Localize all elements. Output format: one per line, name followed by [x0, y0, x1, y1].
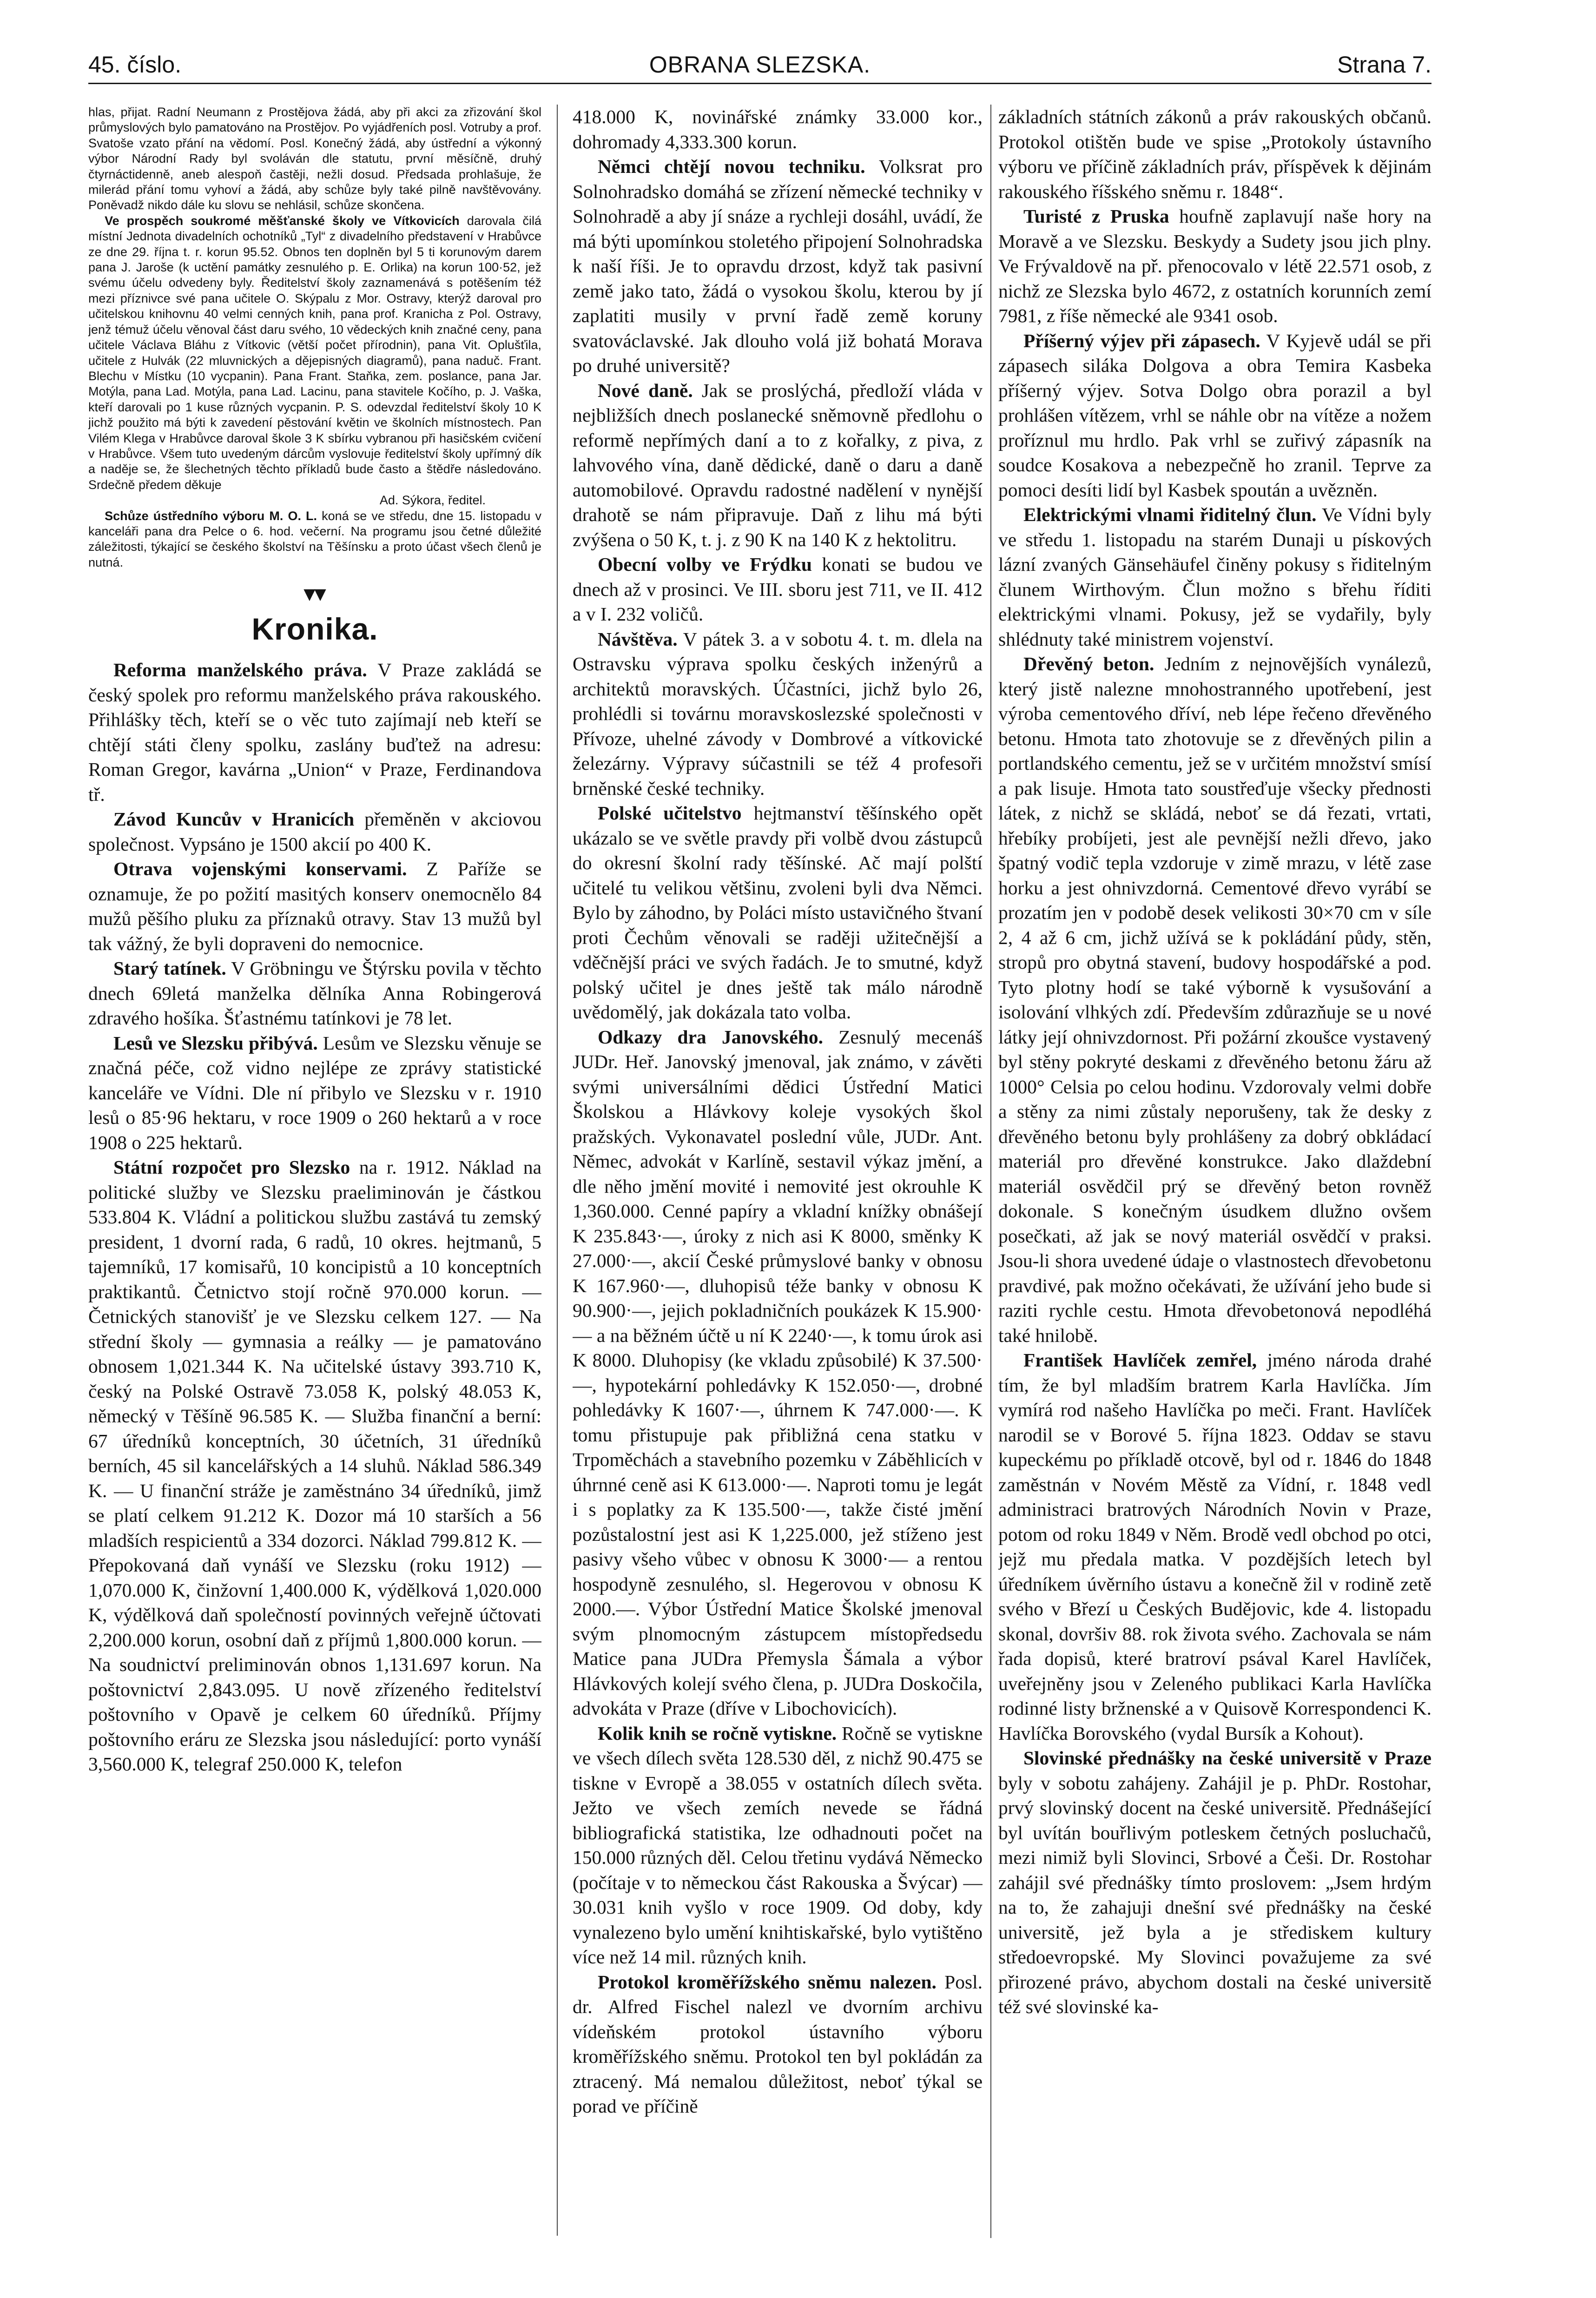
news-item: Obecní volby ve Frýdku konati se budou ve dnech až v prosinci. Ve III. sboru jest 711, ve II. 412 a v I. 232 voličů.	[573, 554, 983, 625]
news-item: Závod Kuncův v Hranicích přeměněn v akciovou společnost. Vypsáno je 1500 akcií po 400 K.	[88, 808, 541, 855]
news-heading: Slovinské přednášky na české universitě v Praze	[1023, 1747, 1431, 1769]
ornament-icon: ▾▾	[304, 581, 326, 606]
news-item: Protokol kroměřížského sněmu nalezen. Posl. dr. Alfred Fischel nalezl ve dvorním archivu vídeňském protokol ústavního výboru kroměřížského sněmu. Protokol ten byl pokládán za ztracený. Má nemalou důležitost, neboť týkal se porad ve příčině	[573, 1971, 983, 2117]
page-number: Strana 7.	[1337, 52, 1431, 78]
news-heading: Odkazy dra Janovského.	[597, 1026, 823, 1048]
news-heading: Elektrickými vlnami řiditelný člun.	[1023, 504, 1317, 525]
news-heading: Otrava vojenskými konservami.	[113, 858, 407, 880]
news-heading: Příšerný výjev při zápasech.	[1023, 330, 1260, 351]
news-item: Starý tatínek. V Gröbningu ve Štýrsku povila v těchto dnech 69letá manželka dělníka Anna Robingerová zdravého hošíka. Šťastnému tatínkovi je 78 let.	[88, 958, 541, 1029]
column-3	[998, 105, 1431, 2238]
news-item: Dřevěný beton. Jedním z nejnovějších vynálezů, který jistě nalezne mnohostranného upotřebení, jest výroba cementového dříví, neb lépe řečeno dřevěného betonu. Hmota tato zhotovuje se z dřevěných pilin a portlandského cementu, jež se v určitém množství smísí a pak lisuje. Hmota tato soustřeďuje všecky přednosti látek, z nichž se skládá, neboť se dá řezati, vrtati, hřebíky probíjeti, jest ale pevnější nežli dřevo, jako špatný vodič tepla vzdoruje v zimě mrazu, v létě zase horku a jest ohnivzdorná. Cementové dřevo vyrábí se prozatím jen v podobě desek velikosti 30×70 cm v síle 2, 4 až 6 cm, jichž užívá se k pokládání půdy, stěn, stropů pro obytná stavení, budovy hospodářské a pod. Tyto plotny hodí se také výborně k vysušování a isolování vlhkých zdí. Především zdůrazňuje se u nové látky její ohnivzdornost. Při požární zkoušce vystavený byl stěny pokryté deskami z dřevěného betonu žáru až 1000° Celsia po celou hodinu. Vzdorovaly velmi dobře a stěny za nimi zůstaly neporušeny, tak že desky z dřevěného betonu byly prohlášeny za dobrý obkládací materiál pro dřevěné konstrukce. Jako dlaždební materiál osvědčil prý se dřevěný beton rovněž dokonale. S konečným úsudkem dlužno ovšem posečkati, až jak se nový materiál osvědčí v praksi. Jsou-li shora uvedené údaje o vlastnostech dřevobetonu pravdivé, pak možno očekávati, že užívání jeho bude si raziti rychle cestu. Hmota dřevobetonová nepodléhá také hnilobě.	[998, 653, 1431, 1346]
signature: Ad. Sýkora, ředitel.	[379, 493, 486, 508]
news-heading: Dřevěný beton.	[1023, 653, 1154, 674]
news-heading: Starý tatínek.	[113, 958, 226, 979]
article-heading: Ve prospěch soukromé měšťanské školy ve Vítkovicích	[105, 213, 460, 228]
news-item: Otrava vojenskými konservami. Z Paříže se oznamuje, že po požití masitých konserv onemocnělo 84 mužů pěšího pluku za příznaků otravy. Stav 13 mužů byl tak vážný, že byli dopraveni do nemocnice.	[88, 858, 541, 954]
news-heading: Kolik knih se ročně vytiskne.	[597, 1722, 837, 1744]
news-heading: Obecní volby ve Frýdku	[597, 554, 812, 575]
news-item: Polské učitelstvo hejtmanství těšínského opět ukázalo se ve světle pravdy při volbě dvou zástupců do okresní školní rady těšínské. Ač mají polští učitelé tu velikou většinu, zvoleni byli dva Němci. Bylo by záhodno, by Poláci místo ustavičného štvaní proti Čechům věnovali se raději užitečnější a vděčnější práci ve svých řadách. Je to smutné, když polský učitel je dnes ještě tak málo národně uvědomělý, jak dokázala tato volba.	[573, 802, 983, 1023]
news-item: základních státních zákonů a práv rakouských občanů. Protokol otištěn bude ve spise „Protokoly ústavního výboru ve příčině základních práv, příspěvek k dějinám rakouského říšského sněmu r. 1848“.	[998, 106, 1431, 202]
news-item: Odkazy dra Janovského. Zesnulý mecenáš JUDr. Heř. Janovský jmenoval, jak známo, v závěti svými universálními dědici Ústřední Matici Školskou a Hlávkovy koleje vysokých škol pražských. Vykonavatel poslední vůle, JUDr. Ant. Němec, advokát v Karlíně, sestavil výkaz jmění, a dle něho jmění movité i nemovité jest okrouhle K 1,360.000. Cenné papíry a vkladní knížky obnášejí K 235.843·—, úroky z nich asi K 8000, směnky K 27.000·—, akcií České průmyslové banky v obnosu K 167.960·—, dluhopisů téže banky v obnosu K 90.900·—, jejich pokladničních poukázek K 15.900·— a na běžném účtě u ní K 2240·—, k tomu úrok asi K 8000. Dluhopisy (ke vkladu způsobilé) K 37.500·—, hypotekární pohledávky K 152.050·—, drobné pohledávky K 1607·—, úhrnem K 747.000·—. K tomu přistupuje pak přibližná cena statku v Trpoměchách a stavebního pozemku v Záběhlicích v úhrnné ceně asi K 613.000·—. Naproti tomu je legát i s poplatky za K 135.500·—, takže čisté jmění pozůstalostní jest asi K 1,225.000, jež stíženo jest pasivy všeho vůbec v obnosu K 3000·— a rentou hospodyně zesnulého, sl. Hegerovou v obnosu K 2000.—. Výbor Ústřední Matice Školské jmenoval svým plnomocným zástupcem místopředsedu Matice pana JUDra Přemysla Šámala a výbor Hlávkových kolejí svého člena, p. JUDra Doskočila, advokáta v Praze (dříve v Libochovicích).	[573, 1026, 983, 1719]
section-title: Kronika.	[251, 612, 378, 647]
news-heading: Návštěva.	[597, 628, 678, 650]
news-item: 418.000 K, novinářské známky 33.000 kor., dohromady 4,333.300 korun.	[573, 106, 983, 152]
news-item: Elektrickými vlnami řiditelný člun. Ve Vídni byly ve středu 1. listopadu na starém Dunaji u pískových lázní zvaných Gänsehäufel činěny pokusy s řiditelným člunem Wirthovým. Člun možno s břehu říditi elektrickými vlnami. Pokusy, jež se vydařily, byly shlédnuty také ministrem vojenství.	[998, 504, 1431, 650]
news-item: Příšerný výjev při zápasech. V Kyjevě udál se při zápasech siláka Dolgova a obra Temira Kasbeka příšerný výjev. Sotva Dolgo obra porazil a byl prohlášen vítězem, vrhl se náhle obr na vítěze a nožem proříznul mu hrdlo. Pak vrhl se zuřivý zápasník na soudce Kosakova a nebezpečně ho zranil. Teprve za pomoci desíti lidí byl Kasbek spoután a uvězněn.	[998, 330, 1431, 501]
news-item: Nové daně. Jak se proslýchá, předloží vláda v nejbližších dnech poslanecké sněmovně předlohu o reformě nepřímých daní a to z kořalky, z piva, z lahvového vína, daně dědické, daně o daru a daně automobilové. Opravdu radostné nadělení v nynější drahotě se nám připravuje. Daň z lihu má býti zvýšena o 50 K, t. j. z 90 K na 140 K z hektolitru.	[573, 379, 983, 550]
news-heading: Nové daně.	[597, 379, 693, 401]
news-item: Státní rozpočet pro Slezsko na r. 1912. Náklad na politické služby ve Slezsku praeliminován je částkou 533.804 K. Vládní a politickou službu zastává tu zemský president, 1 dvorní rada, 6 radů, 10 okres. hejtmanů, 5 tajemníků, 17 komisařů, 10 koncipistů a 10 konceptních praktikantů. Četnictvo stojí ročně 970.000 korun. — Četnických stanovišť je ve Slezsku celkem 127. — Na střední školy — gymnasia a reálky — je pamatováno obnosem 1,021.344 K. Na učitelské ústavy 393.710 K, český na Polské Ostravě 73.058 K, polský 48.053 K, německý v Těšíně 96.585 K. — Služba finanční a berní: 67 úředníků konceptních, 30 účetních, 31 úředníků berních, 45 sil kancelářských a 14 sluhů. Náklad 586.349 K. — U finanční stráže je zaměstnáno 34 úředníků, jimž se platí celkem 91.212 K. Dozor má 10 starších a 56 mladších respicientů a 334 dozorci. Náklad 799.812 K. — Přepokovaná daň vynáší ve Slezsku (roku 1912) — 1,070.000 K, činžovní 1,400.000 K, výdělková 1,020.000 K, výdělková daň společností povinných veřejně účtovati 2,200.000 korun, osobní daň z příjmů 1,800.000 korun. — Na soudnictví preliminován obnos 1,131.697 korun. Na poštovnictví 2,843.095. U nově zřízeného ředitelství poštovního v Opavě je celkem 60 úředníků. Příjmy poštovního eráru ze Slezska jsou následující: porto vynáší 3,560.000 K, telegraf 250.000 K, telefon	[88, 1156, 541, 1775]
article-heading: Schůze ústředního výboru M. O. L.	[105, 508, 317, 523]
news-heading: Reforma manželského práva.	[113, 659, 367, 681]
news-heading: Lesů ve Slezsku přibývá.	[113, 1032, 318, 1054]
page-header	[88, 51, 1431, 84]
news-item: František Havlíček zemřel, jméno národa drahé tím, že byl mladším bratrem Karla Havlíčka. Jím vymírá rod našeho Havlíčka po meči. Frant. Havlíček narodil se v Borové 5. října 1823. Oddav se stavu kupeckému po příkladě otcově, byl od r. 1846 do 1848 zaměstnán v Novém Městě za Vídní, r. 1848 vedl administraci bratrových Národních Novin v Praze, potom od roku 1849 v Něm. Brodě vedl obchod po otci, jejž mu předala matka. V pozdějších letech byl úředníkem úvěrního ústavu a konečně žil v rodině zetě svého v Březí u Českých Budějovic, kde 4. listopadu skonal, dovršiv 88. rok života svého. Zachovala se nám řada dopisů, které bratroví psával Karel Havlíček, uveřejněny jsou v Zeleného publikaci Karla Havlíčka rodinné listy bržnenské a v Quisově Korrespondenci K. Havlíčka Borovského (vydal Bursík a Kohout).	[998, 1349, 1431, 1744]
news-item: Turisté z Pruska houfně zaplavují naše hory na Moravě a ve Slezsku. Beskydy a Sudety jsou jich plny. Ve Frývaldově na př. přenocovalo v létě 22.571 osob, z nichž ze Slezska bylo 4672, z ostatních korunních zemí 7981, z říše německé ale 9341 osob.	[998, 205, 1431, 326]
article-paragraph: Schůze ústředního výboru M. O. L. koná se ve středu, dne 15. listopadu v kanceláři pana dra Pelce o 6. hod. večerní. Na programu jsou četné důležité záležitosti, týkající se českého školství na Těšínsku a proto účast všech členů je nutná.	[88, 508, 541, 569]
article-paragraph: hlas, přijat. Radní Neumann z Prostějova žádá, aby při akci za zřizování škol průmyslových bylo pamatováno na Prostějov. Po vyjádřeních posl. Votruby a prof. Svatoše vzato přání na vědomí. Posl. Konečný žádá, aby ústřední a výkonný výbor Národní Rady byl svoláván dle statutu, první měsíčně, druhý čtyrnáctidenně, aneb alespoň častěji, nežli dosud. Předsada prohlašuje, že milerád přání tomu vyhoví a žádá, aby schůze byly také pilně navštěvovány. Poněvadž nikdo dále ku slovu se nehlásil, schůze skončena.	[88, 105, 541, 212]
news-item: Němci chtějí novou techniku. Volksrat pro Solnohradsko domáhá se zřízení německé techniky v Solnohradě a aby jí snáze a rychleji dosáhl, uvádí, že má býti upomínkou stoletého připojení Solnohradska k naší říši. Je to opravdu drzost, když tak pasivní země jako tato, žádá o vysokou školu, kterou by jí zaplatiti musily v první řadě země koruny svatováclavské. Jak dlouho volá již bohatá Morava po druhé universitě?	[573, 156, 983, 376]
news-heading: František Havlíček zemřel,	[1023, 1349, 1257, 1371]
news-item: Slovinské přednášky na české universitě v Praze byly v sobotu zahájeny. Zahájil je p. PhDr. Rostohar, prvý slovinský docent na české universitě. Přednášející byl uvítán bouřlivým potleskem četných posluchačů, mezi nimiž byli Slovinci, Srbové a Češi. Dr. Rostohar zahájil své přednášky tímto proslovem: „Jsem hrdým na to, že zahajuji dnešní své přednášky na české universitě, jež byla a je střediskem kultury středoevropské. My Slovinci považujeme za své přirozené právo, abychom dostali na české universitě též své slovinské ka-	[998, 1747, 1431, 2017]
column-1	[88, 105, 541, 2233]
column-divider-2	[990, 105, 991, 2238]
news-item: Kolik knih se ročně vytiskne. Ročně se vytiskne ve všech dílech světa 128.530 děl, z nichž 90.475 se tiskne v Evropě a 38.055 v ostatních dílech světa. Ježto ve všech zemích nevede se řádná bibliografická statistika, lze odhadnouti počet na 150.000 různých děl. Celou třetinu vydává Německo (počítaje v to německou část Rakouska a Švýcar) — 30.031 knih vyšlo v roce 1909. Od doby, kdy vynalezeno bylo umění knihtiskařské, bylo vytištěno více než 14 mil. různých knih.	[573, 1722, 983, 1968]
column-2	[573, 105, 983, 2238]
news-heading: Státní rozpočet pro Slezsko	[113, 1156, 350, 1178]
news-heading: Protokol kroměřížského sněmu nalezen.	[597, 1971, 936, 1993]
small-print-section	[88, 105, 541, 570]
newspaper-title: OBRANA SLEZSKA.	[649, 52, 871, 78]
column-divider-1	[557, 105, 558, 2236]
header-rule	[88, 83, 1431, 84]
news-item: Reforma manželského práva. V Praze zakládá se český spolek pro reformu manželského práva rakouského. Přihlášky těch, kteří se o věc tuto zajímají neb kteří se chtějí státi členy spolku, zaslány buďtež na adresu: Roman Gregor, kavárna „Union“ v Praze, Ferdinandova tř.	[88, 659, 541, 805]
chronicle-section	[88, 658, 541, 1777]
news-heading: Turisté z Pruska	[1023, 205, 1169, 227]
issue-number: 45. číslo.	[88, 52, 182, 78]
news-item: Lesů ve Slezsku přibývá. Lesům ve Slezsku věnuje se značná péče, což vidno nejlépe ze zprávy statistické kanceláře ve Vídni. Dle ní přibylo ve Slezsku v r. 1910 lesů o 85·96 hektaru, v roce 1909 o 260 hektarů a v roce 1908 o 225 hektarů.	[88, 1032, 541, 1153]
news-item: Návštěva. V pátek 3. a v sobotu 4. t. m. dlela na Ostravsku výprava spolku českých inženýrů a architektů moravských. Účastníci, jichž bylo 26, prohlédli si továrnu moravskoslezské společnosti v Přívoze, uhelné závody v Dombrové a vítkovické železárny. Výpravy súčastnili se též 4 profesoři brněnské české techniky.	[573, 628, 983, 799]
news-heading: Polské učitelstvo	[597, 802, 742, 824]
news-heading: Němci chtějí novou techniku.	[597, 156, 865, 177]
news-heading: Závod Kuncův v Hranicích	[113, 808, 355, 830]
article-paragraph: Ve prospěch soukromé měšťanské školy ve Vítkovicích darovala čilá místní Jednota divadelních ochotníků „Tyl“ z divadelního představení v Hrabůvce ze dne 29. října t. r. korun 95.52. Obnos ten doplněn byl 5 ti korunovým darem pana J. Jaroše (k uctění památky zesnulého p. E. Orlika) na korun 100·52, jež svému účelu odvedeny byly. Ředitelství školy zaznamenává s potěšením též mezi příznivce své pana učitele O. Skýpalu z Mor. Ostravy, kterýž daroval pro učitelskou knihovnu 40 velmi cenných knih, pana prof. Kranicha z Pol. Ostravy, jenž témuž účelu věnoval část daru svého, 10 vědeckých knih značné ceny, pana učitele Václava Bláhu z Vítkovic (větší počet přírodnin), pana Vit. Oplušťila, učitele z Hulvák (22 mluvnických a dějepisných diagramů), pana naduč. Frant. Blechu v Místku (10 vycpanin). Pana Frant. Staňka, zem. poslance, pana Jar. Motýla, pana Lad. Motýla, pana Lad. Lacinu, pana stavitele Kočího, p. J. Vaška, kteří darovali po 1 kuse různých vycpanin. P. S. odevzdal ředitelství školy 10 K jichž použito má býti k zavedení pěstování květin ve školních místnostech. Pan Vilém Klega v Hrabůvce daroval škole 3 K sbírku vybranou při hasičském cvičení v Hrabůvce. Všem tuto uvedeným dárcům vyslovuje ředitelství školy upřímný dík a naděje se, že šlechetných těchto příkladů bude často a štědře následováno. Srdečně předem děkuje	[88, 213, 541, 492]
